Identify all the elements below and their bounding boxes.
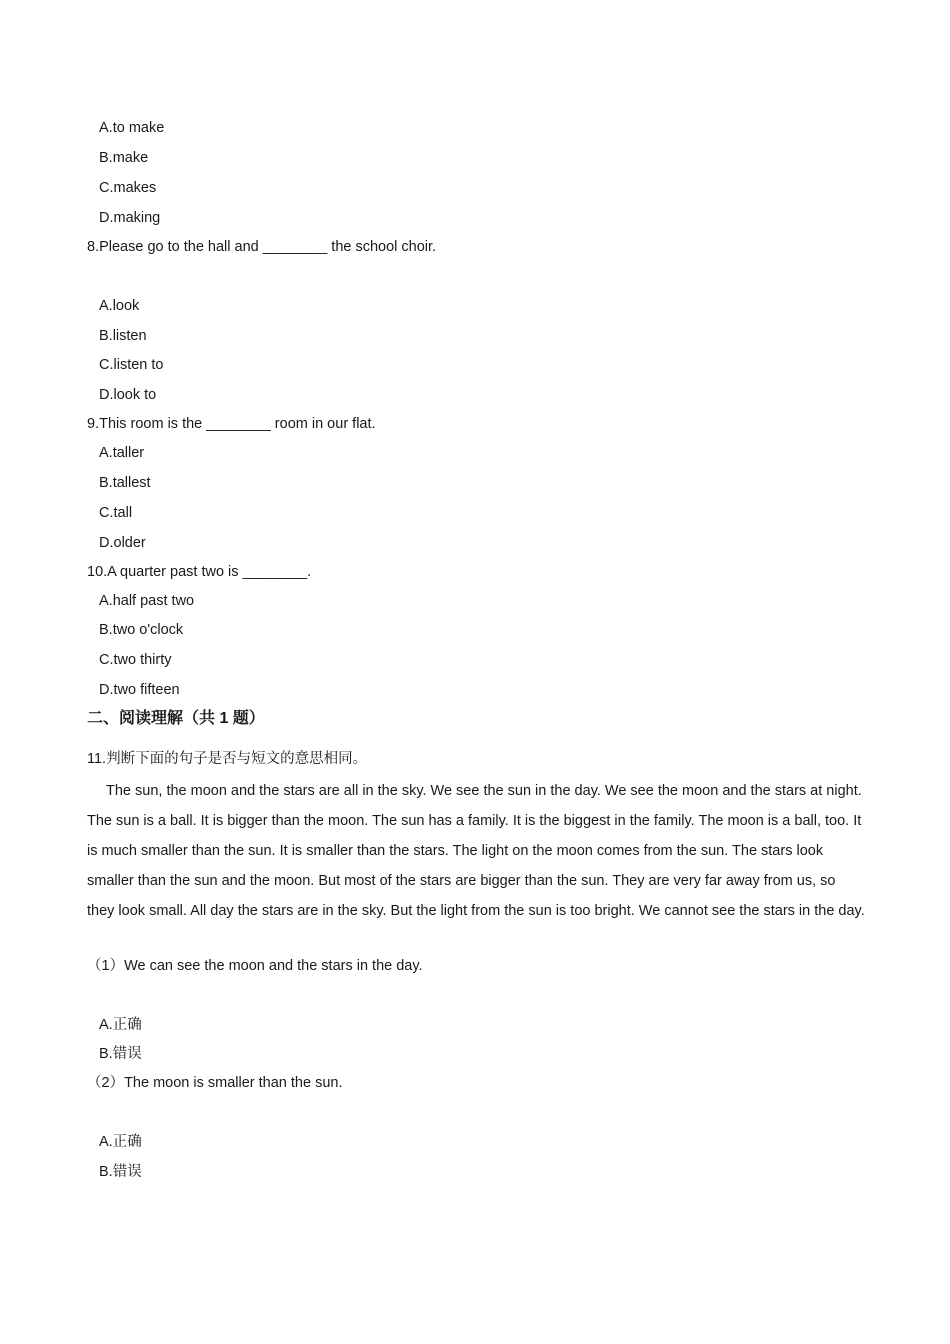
q8-option-d: D.look to — [99, 387, 157, 403]
q7-option-c: C.makes — [99, 180, 157, 196]
q11-sub1-stem: （1）We can see the moon and the stars in the day. — [87, 958, 423, 974]
q9-option-a: A.taller — [99, 445, 145, 461]
q9-option-d: D.older — [99, 535, 146, 551]
q10-option-c: C.two thirty — [99, 652, 172, 668]
reading-passage: The sun, the moon and the stars are all in the sky. We see the sun in the day. We see the moon and the stars at night. The sun is a ball. It is bigger than the moon. The sun has a family. It is the biggest in the family. The moon is a ball, too. It is much smaller than the sun. It is smaller than the stars. The light on the moon comes from the sun. The stars look smaller than the sun and the moon. But most of the stars are bigger than the sun. They are very far away from us, so they look small. All day the stars are in the sky. But the light from the sun is too bright. We cannot see the stars in the day. — [87, 783, 865, 919]
q9-stem: 9.This room is the ________ room in our flat. — [87, 416, 376, 432]
q9-option-c: C.tall — [99, 505, 133, 521]
q11-sub2-option-b: B.错误 — [99, 1164, 142, 1180]
q7-option-b: B.make — [99, 150, 149, 166]
q8-option-b: B.listen — [99, 328, 147, 344]
q10-option-d: D.two fifteen — [99, 682, 180, 698]
q9-option-b: B.tallest — [99, 475, 151, 491]
q11-sub1-option-a: A.正确 — [99, 1017, 142, 1033]
q10-stem: 10.A quarter past two is ________. — [87, 564, 312, 580]
q11-sub2-stem: （2）The moon is smaller than the sun. — [87, 1075, 343, 1091]
q10-option-a: A.half past two — [99, 593, 195, 609]
q7-option-d: D.making — [99, 210, 161, 226]
q11-sub1-option-b: B.错误 — [99, 1046, 142, 1062]
q10-option-b: B.two o'clock — [99, 622, 184, 638]
q11-sub2-option-a: A.正确 — [99, 1134, 142, 1150]
q8-option-c: C.listen to — [99, 357, 164, 373]
q8-stem: 8.Please go to the hall and ________ the school choir. — [87, 239, 437, 255]
section-heading: 二、阅读理解（共 1 题） — [87, 710, 265, 727]
q11-stem: 11.判断下面的句子是否与短文的意思相同。 — [87, 751, 368, 767]
q8-option-a: A.look — [99, 298, 140, 314]
q7-option-a: A.to make — [99, 120, 165, 136]
